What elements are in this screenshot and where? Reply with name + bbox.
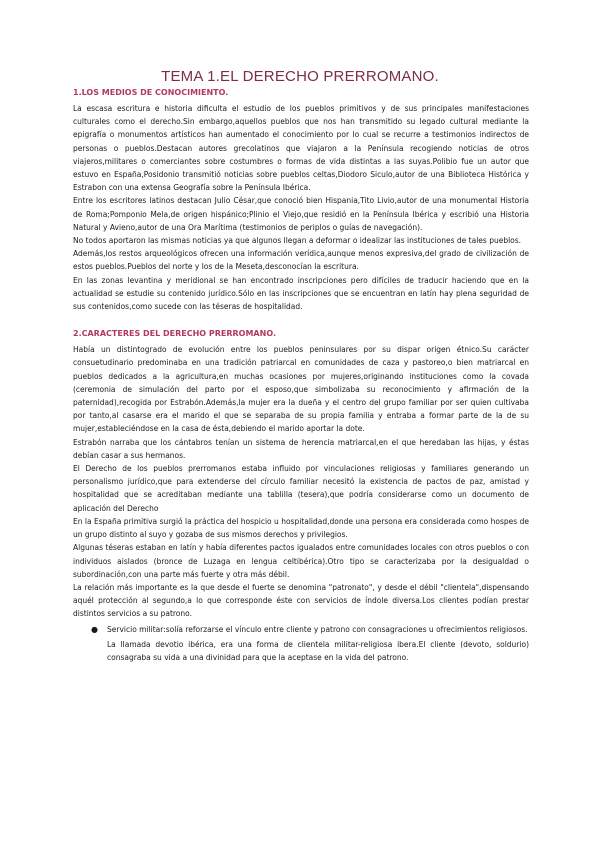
bullet-list [73,623,529,665]
paragraph: Además,los restos arqueológicos ofrecen una información verídica,aunque menos expresiva,del grado de civilización de estos pueblos.Pueblos del norte y los de la Meseta,desconocían la escritura. [73,249,529,272]
paragraph: Había un distintogrado de evolución entre los pueblos peninsulares por su dispar origen étnico.Su carácter consuetudinario predominaba en una tradición patriarcal en comunidades de caza y pastoreo,o bien matriarcal en pueblos dedicados a la agricultura,en muchas ocasiones por mujeres,originando instituciones como la covada (ceremonia de simulación del parto por el esposo,que simbolizaba su reconocimiento y afirmación de la paternidad),recogida por Estrabón.Además,la mujer era la dueña y el centro del grupo familiar por ser quien cultivaba por tanto,al casarse era el marido el que se separaba de su propia familia y entraba a formar parte de la de su mujer,estableciéndose en la casa de ésta,debiendo el marido aportar la dote. [73,345,529,434]
section-heading-caracteres: 2.CARACTERES DEL DERECHO PRERROMANO. [73,329,276,339]
paragraph: En la España primitiva surgió la práctica del hospicio u hospitalidad,donde una persona era considerada como hospes de un grupo distinto al suyo y gozaba de sus mismos derechos y privilegios. [73,516,529,540]
bullet-text: Servicio militar:solía reforzarse el vínculo entre cliente y patrono con consagraciones u ofrecimientos religiosos. [107,624,528,634]
paragraph: El Derecho de los pueblos prerromanos estaba influido por vinculaciones religiosas y familiares generando un personalismo jurídico,que para extenderse del círculo familiar necesitó la existencia de pactos de paz, amistad y hospitalidad que se acreditaban mediante una tablilla (tesera),que podría considerarse como un documento de aplicación del Derecho [73,464,529,513]
paragraph: En las zonas levantina y meridional se han encontrado inscripciones pero difíciles de traducir haciendo que en la actualidad se estudie su contenido jurídico.Sólo en las inscripciones que se encuentran en latín hay plena seguridad de sus contenidos,como sucede con las téseras de hospitalidad. [73,275,529,312]
bullet-icon: ● [91,624,98,634]
bullet-subtext: La llamada devotio ibérica, era una forma de clientela militar-religiosa ibera.El cliente (devoto, soldurio) consagraba su vida a una divinidad para que la aceptase en la vida del patrono. [107,639,529,662]
paragraph: La relación más importante es la que desde el fuerte se denomina "patronato", y desde el débil "clientela",dispensando aquél protección al segundo,a lo que corresponde éste con servicios de índole diversa.Los clientes podían prestar distintos servicios a su patrono. [73,582,529,619]
paragraph: Algunas téseras estaban en latín y había diferentes pactos igualados entre comunidades locales con otros pueblos o con individuos aislados (bronce de Luzaga en lengua celtibérica).Otro tipo se caracterizaba por la desigualdad o subordinación,con una parte más fuerte y otra más débil. [73,543,529,579]
paragraph: La escasa escritura e historia dificulta el estudio de los pueblos primitivos y de sus principales manifestaciones culturales como el derecho.Sin embargo,aquellos pueblos que nos han transmitido su legado cultural mediante la epigrafía o monumentos artísticos han aumentado el conocimiento por lo cual se recurre a testimonios indirectos de personas o pueblos.Destacan autores grecolatinos que viajaron a la Península recogiendo noticias de otros viajeros,militares o comerciantes sobre costumbres o formas de vida distintas a las suyas.Polibio fue un autor que estuvo en España,Posidonio transmitió noticias sobre pueblos celtas,Diodoro Siculo,autor de una Biblioteca Histórica y Estrabon con una extensa Geografía sobre la Península Ibérica. [73,104,529,193]
paragraph: Entre los escritores latinos destacan Julio César,que conoció bien Hispania,Tito Livio,autor de una monumental Historia de Roma;Pomponio Mela,de origen hispánico;Plinio el Viejo,que residió en la Península Ibérica y escribió una Historia Natural y Avieno,autor de una Ora Marítima (testimonios de periplos o guías de navegación). [73,196,529,232]
document-body [73,88,529,664]
paragraph: Estrabón narraba que los cántabros tenían un sistema de herencia matriarcal,en el que heredaban las hijas, y éstas debían casar a sus hermanos. [73,437,529,460]
document-title: TEMA 1.EL DERECHO PRERROMANO. [161,68,439,85]
paragraph: No todos aportaron las mismas noticias ya que algunos llegan a deformar o idealizar las instituciones de tales pueblos. [73,236,522,246]
section-heading-medios: 1.LOS MEDIOS DE CONOCIMIENTO. [73,88,229,97]
list-item [91,623,529,665]
